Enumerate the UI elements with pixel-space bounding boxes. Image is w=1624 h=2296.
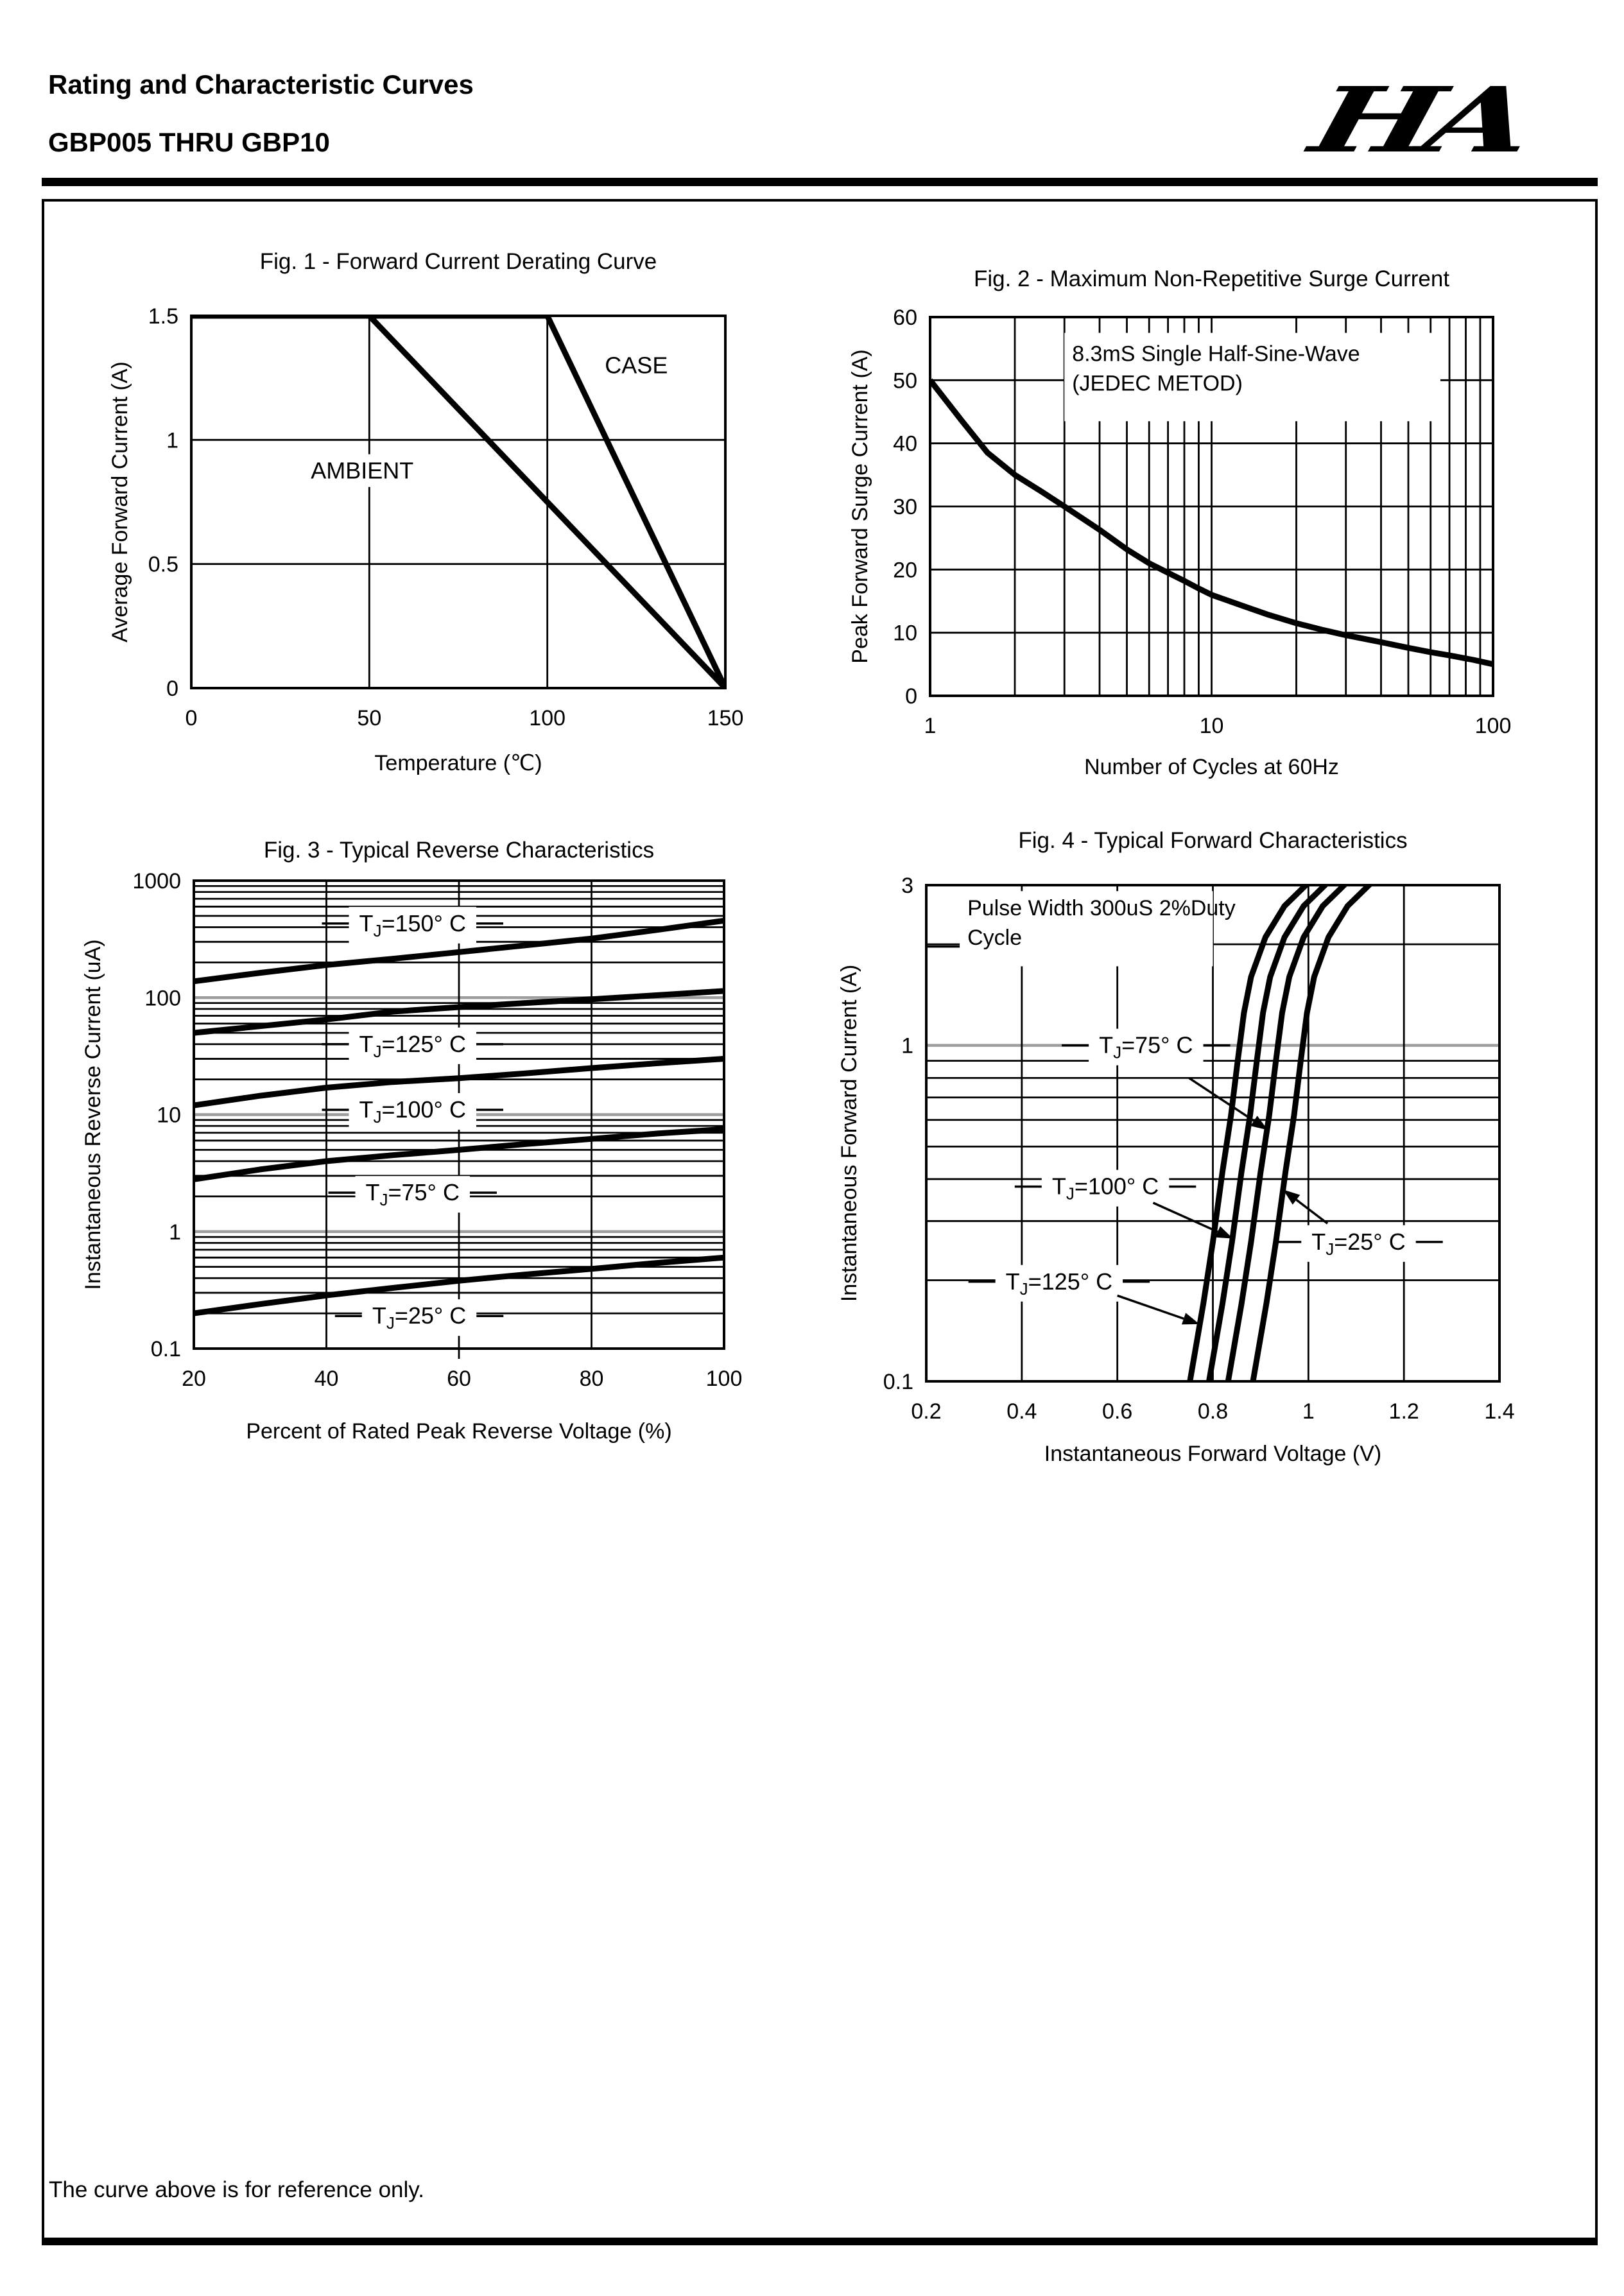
x-tick-label: 50 — [357, 706, 382, 730]
x-tick-label: 150 — [707, 706, 744, 730]
curve-tj-25c — [1253, 876, 1381, 1381]
x-tick-label: 0.4 — [1006, 1399, 1037, 1424]
fig1-plot — [64, 237, 770, 818]
x-tick-label: 80 — [579, 1367, 604, 1391]
y-tick-label: 30 — [893, 495, 917, 519]
y-axis-title: Instantaneous Forward Current (A) — [837, 964, 861, 1302]
fig2-plot — [828, 257, 1592, 825]
x-axis-title: Percent of Rated Peak Reverse Voltage (%) — [246, 1419, 672, 1444]
fig4-forward-chart — [834, 825, 1592, 1505]
y-tick-label: 0 — [166, 677, 178, 701]
fig3-reverse-chart — [51, 831, 783, 1492]
fig3-title: Fig. 3 - Typical Reverse Characteristics — [263, 838, 655, 863]
curve-label: CASE — [605, 352, 668, 379]
page-title: Rating and Characteristic Curves — [48, 69, 474, 99]
annotation-text: Pulse Width 300uS 2%Duty — [967, 895, 1236, 920]
y-tick-label: 100 — [144, 986, 181, 1011]
x-tick-label: 100 — [529, 706, 566, 730]
x-tick-label: 0.2 — [911, 1399, 942, 1424]
annotation-text: 8.3mS Single Half-Sine-Wave — [1072, 341, 1360, 367]
y-tick-label: 0.1 — [883, 1370, 913, 1394]
y-axis-title: Average Forward Current (A) — [108, 361, 132, 643]
y-axis-title: Peak Forward Surge Current (A) — [848, 349, 872, 664]
x-tick-label: 0.8 — [1197, 1399, 1229, 1424]
y-tick-label: 0.1 — [150, 1337, 181, 1361]
x-tick-label: 40 — [314, 1367, 339, 1391]
x-axis-title: Number of Cycles at 60Hz — [1084, 755, 1339, 779]
y-tick-label: 10 — [157, 1103, 181, 1128]
fig4-plot — [834, 825, 1592, 1508]
y-tick-label: 1000 — [132, 869, 181, 893]
x-tick-label: 1.2 — [1388, 1399, 1419, 1424]
fig3-plot — [51, 831, 783, 1496]
x-tick-label: 1.4 — [1484, 1399, 1515, 1424]
annotation-text: (JEDEC METOD) — [1072, 371, 1243, 396]
x-tick-label: 20 — [182, 1367, 206, 1391]
fig1-derating-chart — [64, 237, 770, 815]
y-tick-label: 60 — [893, 306, 917, 330]
fig2-surge-chart — [828, 257, 1592, 822]
reference-note: The curve above is for reference only. — [49, 2177, 424, 2202]
fig2-canvas — [828, 257, 1592, 822]
fig1-canvas — [64, 237, 770, 815]
curve-label: AMBIENT — [311, 457, 414, 484]
curve-label: $T_J=25^\circ$ C — [1311, 1228, 1406, 1259]
fig4-title: Fig. 4 - Typical Forward Characteristics — [1018, 828, 1408, 853]
curve-label: $T_J=125^\circ$ C — [1005, 1268, 1113, 1299]
y-tick-label: 3 — [901, 874, 913, 898]
curves — [1190, 876, 1381, 1381]
curve-label: $T_J=150^\circ$ C — [359, 910, 466, 940]
curve-label: $T_J=125^\circ$ C — [359, 1030, 466, 1061]
brand-logo: HA — [1301, 68, 1533, 173]
y-tick-label: 1 — [169, 1220, 181, 1245]
fig2-title: Fig. 2 - Maximum Non-Repetitive Surge Current — [973, 266, 1450, 291]
x-tick-label: 0.6 — [1102, 1399, 1133, 1424]
x-axis-title: Instantaneous Forward Voltage (V) — [1044, 1442, 1382, 1466]
y-tick-label: 1.5 — [148, 304, 178, 329]
part-number-range: GBP005 THRU GBP10 — [48, 127, 330, 157]
curve-label: $T_J=25^\circ$ C — [372, 1302, 467, 1333]
y-tick-label: 20 — [893, 558, 917, 583]
x-tick-label: 100 — [705, 1367, 743, 1391]
curve-label: $T_J=100^\circ$ C — [1051, 1173, 1159, 1204]
x-axis-title: Temperature (℃) — [374, 751, 542, 775]
annotation-text: Cycle — [967, 925, 1023, 950]
y-tick-label: 0 — [905, 684, 917, 709]
fig3-canvas — [51, 831, 783, 1492]
y-tick-label: 1 — [901, 1033, 913, 1058]
y-tick-label: 50 — [893, 368, 917, 393]
x-tick-label: 1 — [1302, 1399, 1315, 1424]
header-rule — [42, 178, 1598, 186]
fig1-title: Fig. 1 - Forward Current Derating Curve — [259, 249, 657, 274]
fig4-canvas — [834, 825, 1592, 1505]
x-tick-label: 60 — [447, 1367, 471, 1391]
y-axis-title: Instantaneous Reverse Current (uA) — [81, 939, 105, 1290]
x-tick-label: 100 — [1474, 714, 1512, 738]
y-tick-label: 0.5 — [148, 552, 178, 577]
curve-label: $T_J=75^\circ$ C — [1099, 1031, 1193, 1062]
x-tick-label: 1 — [924, 714, 937, 738]
curve-label: $T_J=75^\circ$ C — [365, 1179, 460, 1210]
y-tick-label: 1 — [166, 428, 178, 453]
x-tick-label: 0 — [185, 706, 198, 730]
curve-label: $T_J=100^\circ$ C — [359, 1096, 466, 1126]
y-tick-label: 40 — [893, 431, 917, 456]
y-tick-label: 10 — [893, 621, 917, 646]
x-tick-label: 10 — [1199, 714, 1224, 738]
